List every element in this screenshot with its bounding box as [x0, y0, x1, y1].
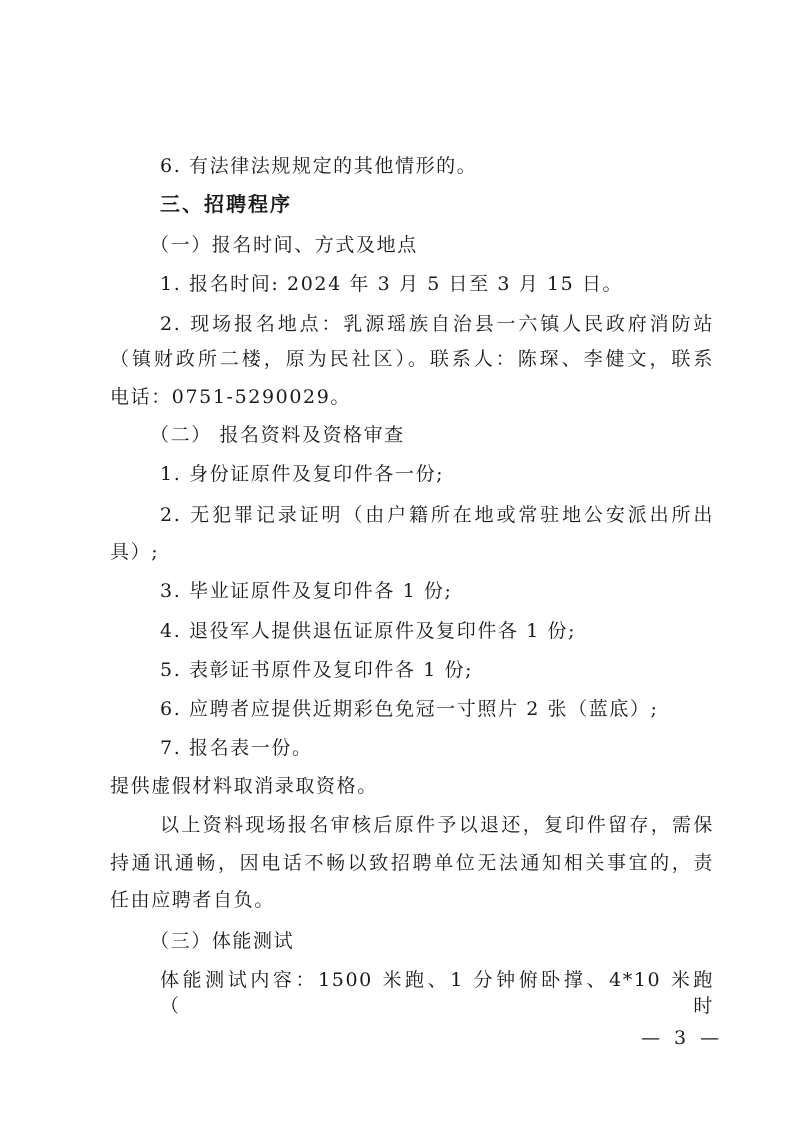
text-line: 6. 有法律法规规定的其他情形的。	[160, 155, 478, 177]
text-line: 6. 应聘者应提供近期彩色免冠一寸照片 2 张（蓝底）;	[160, 698, 659, 720]
text-line: 以上资料现场报名审核后原件予以退还，复印件留存，需保	[160, 814, 714, 836]
section-heading: 三、招聘程序	[160, 192, 292, 216]
text-line: 电话：0751-5290029。	[110, 386, 351, 408]
text-line: 具）;	[110, 541, 160, 563]
text-line: 4. 退役军人提供退伍证原件及复印件各 1 份;	[160, 620, 577, 642]
text-line: 2. 无犯罪记录证明（由户籍所在地或常驻地公安派出所出	[160, 504, 714, 526]
text-line: 体能测试内容：1500 米跑、1 分钟俯卧撑、4*10 米跑（时	[160, 969, 714, 1017]
text-line: 提供虚假材料取消录取资格。	[110, 775, 378, 797]
text-line: 7. 报名表一份。	[160, 737, 313, 759]
text-line: 5. 表彰证书原件及复印件各 1 份;	[160, 659, 474, 681]
text-line: 1. 身份证原件及复印件各一份;	[160, 463, 445, 485]
text-line: 1. 报名时间: 2024 年 3 月 5 日至 3 月 15 日。	[160, 273, 624, 295]
text-line: （镇财政所二楼，原为民社区）。联系人：陈琛、李健文，联系	[110, 348, 714, 370]
text-line: 任由应聘者自负。	[110, 889, 275, 911]
text-line: 3. 毕业证原件及复印件各 1 份;	[160, 580, 453, 602]
page-number: — 3 —	[641, 1027, 724, 1049]
subsection-heading: （三）体能测试	[150, 930, 295, 952]
text-line: 2. 现场报名地点：乳源瑶族自治县一六镇人民政府消防站	[160, 313, 714, 335]
subsection-heading: （一）报名时间、方式及地点	[150, 234, 418, 256]
subsection-heading: （二） 报名资料及资格审查	[150, 424, 405, 446]
text-line: 持通讯通畅，因电话不畅以致招聘单位无法通知相关事宜的，责	[110, 852, 714, 874]
